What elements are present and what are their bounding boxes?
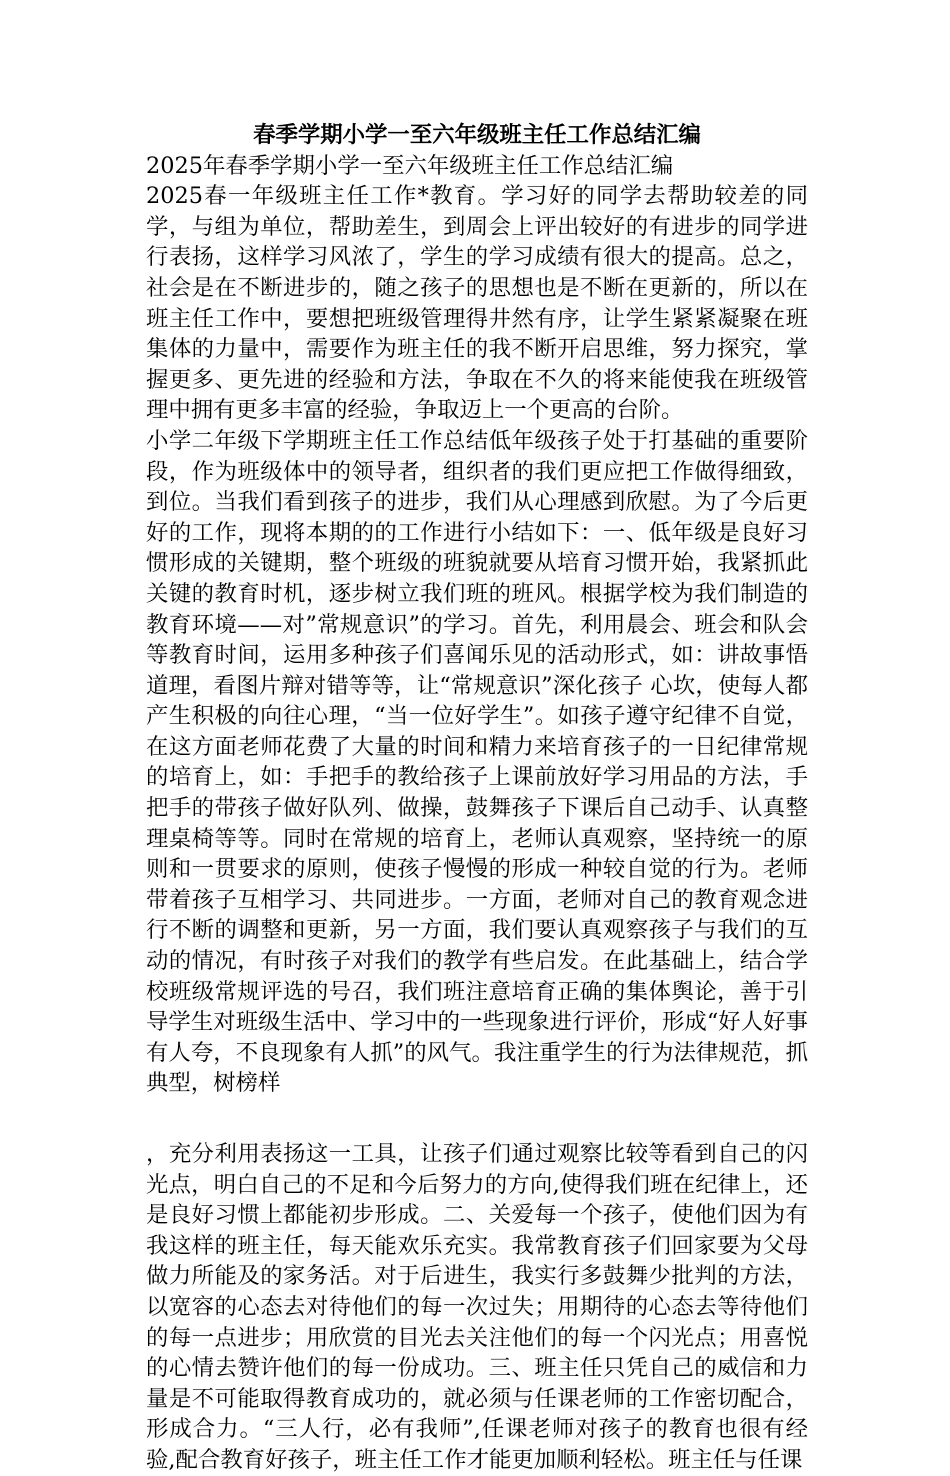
document-subtitle: 2025年春季学期小学一至六年级班主任工作总结汇编	[146, 152, 674, 179]
paragraph-3: ，充分利用表扬这一工具，让孩子们通过观察比较等看到自己的闪光点，明白自己的不足和今后努力的方向,使得我们班在纪律上，还是良好习惯上都能初步形成。二、关爱每一个孩子，使他们因为有我这样的班主任，每天能欢乐充实。我常教育孩子们回家要为父母做力所能及的家务活。对于后进生，我实行多鼓舞少批判的方法，以宽容的心态去对待他们的每一次过失；用期待的心态去等待他们的每一点进步；用欣赏的目光去关注他们的每一个闪光点；用喜悦的心情去赞许他们的每一份成功。三、班主任只凭自己的威信和力量是不可能取得教育成功的，就必须与任课老师的工作密切配合，形成合力。“三人行，必有我师”,任课老师对孩子的教育也很有经验,配合教育好孩子，班主任工作才能更加顺利轻松。班主任与任课	[146, 1141, 808, 1473]
document-page	[146, 120, 808, 1476]
paragraph-2: 小学二年级下学期班主任工作总结低年级孩子处于打基础的重要阶段，作为班级体中的领导者，组织者的我们更应把工作做得细致，到位。当我们看到孩子的进步，我们从心理感到欣慰。为了今后更好的工作，现将本期的的工作进行小结如下：一、低年级是良好习惯形成的关键期，整个班级的班貌就要从培育习惯开始，我紧抓此关键的教育时机，逐步树立我们班的班风。根据学校为我们制造的教育环境——对”常规意识”的学习。首先，利用晨会、班会和队会等教育时间，运用多种孩子们喜闻乐见的活动形式，如：讲故事悟道理，看图片辩对错等等，让“常规意识”深化孩子 心坎，使每人都产生积极的向往心理，“当一位好学生”。如孩子遵守纪律不自觉，在这方面老师花费了大量的时间和精力来培育孩子的一日纪律常规的培育上，如：手把手的教给孩子上课前放好学习用品的方法，手把手的带孩子做好队列、做操，鼓舞孩子下课后自己动手、认真整理桌椅等等。同时在常规的培育上，老师认真观察，坚持统一的原则和一贯要求的原则，使孩子慢慢的形成一种较自觉的行为。老师带着孩子互相学习、共同进步。一方面，老师对自己的教育观念进行不断的调整和更新，另一方面，我们要认真观察孩子与我们的互动的情况，有时孩子对我们的教学有些启发。在此基础上，结合学校班级常规评选的号召，我们班注意培育正确的集体舆论，善于引导学生对班级生活中、学习中的一些现象进行评价，形成“好人好事有人夸，不良现象有人抓”的风气。我注重学生的行为法律规范，抓典型，树榜样	[146, 427, 808, 1097]
paragraph-gap	[146, 1099, 808, 1139]
document-title: 春季学期小学一至六年级班主任工作总结汇编	[253, 122, 701, 148]
paragraph-1: 2025春一年级班主任工作*教育。学习好的同学去帮助较差的同学，与组为单位，帮助差生，到周会上评出较好的有进步的同学进行表扬，这样学习风浓了，学生的学习成绩有很大的提高。总之，社会是在不断进步的，随之孩子的思想也是不断在更新的，所以在班主任工作中，要想把班级管理得井然有序，让学生紧紧凝聚在班集体的力量中，需要作为班主任的我不断开启思维，努力探究，掌握更多、更先进的经验和方法，争取在不久的将来能使我在班级管理中拥有更多丰富的经验，争取迈上一个更高的台阶。	[146, 183, 808, 424]
